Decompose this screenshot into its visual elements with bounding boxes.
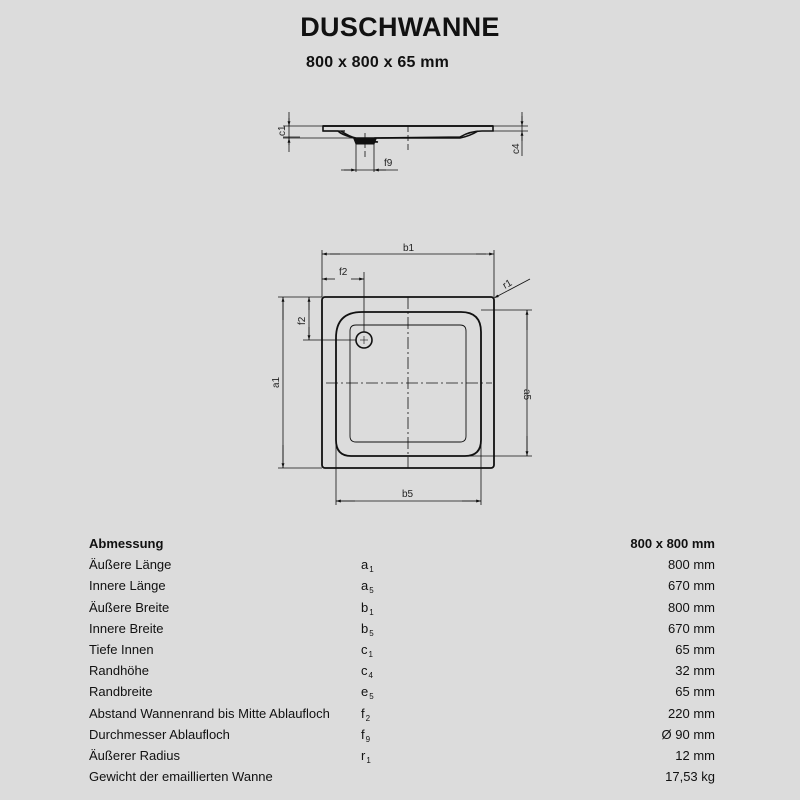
spec-label: Abstand Wannenrand bis Mitte Ablaufloch	[89, 705, 330, 721]
spec-row	[89, 660, 715, 681]
page-title: DUSCHWANNE	[300, 12, 500, 42]
spec-label: Randhöhe	[89, 663, 149, 679]
spec-row	[89, 724, 715, 745]
spec-value: 220 mm	[668, 705, 715, 721]
side-view	[283, 112, 528, 172]
dim-label-a1: a1	[271, 376, 282, 388]
spec-symbol: $f_9$	[361, 726, 371, 744]
spec-symbol: $r_1$	[361, 747, 371, 765]
dim-label-b5: b5	[402, 489, 414, 500]
spec-header-row	[89, 533, 715, 554]
spec-row	[89, 681, 715, 702]
dim-label-f2-horizontal: f2	[339, 267, 348, 278]
spec-label: Äußere Länge	[89, 557, 172, 573]
spec-value: 65 mm	[675, 684, 715, 700]
spec-row	[89, 745, 715, 766]
spec-symbol: $a_1$	[361, 557, 374, 575]
dimensions-subtitle: 800 x 800 x 65 mm	[306, 54, 450, 71]
spec-row	[89, 618, 715, 639]
spec-row	[89, 639, 715, 660]
spec-symbol: $e_5$	[361, 684, 374, 702]
spec-symbol: $b_5$	[361, 620, 374, 638]
spec-label: Durchmesser Ablaufloch	[89, 726, 230, 742]
spec-label: Innere Länge	[89, 578, 166, 594]
dim-label-b1: b1	[403, 243, 415, 254]
spec-header-label: Abmessung	[89, 536, 164, 551]
spec-value: 17,53 kg	[665, 769, 715, 785]
top-view	[278, 250, 532, 505]
dim-label-c1: c1	[277, 125, 288, 136]
spec-value: 32 mm	[675, 663, 715, 679]
spec-label: Tiefe Innen	[89, 641, 154, 657]
spec-label: Innere Breite	[89, 620, 164, 636]
spec-value: 12 mm	[675, 747, 715, 763]
spec-row	[89, 597, 715, 618]
spec-symbol	[361, 766, 362, 792]
spec-value: 65 mm	[675, 641, 715, 657]
spec-label: Äußerer Radius	[89, 747, 181, 763]
spec-value: 800 mm	[668, 599, 715, 615]
spec-row	[89, 575, 715, 596]
spec-symbol: $a_5$	[361, 578, 374, 596]
spec-value: 800 mm	[668, 557, 715, 573]
spec-value: 670 mm	[668, 620, 715, 636]
dim-label-f9: f9	[384, 158, 393, 169]
spec-symbol: $f_2$	[361, 705, 371, 723]
dim-label-a5: a5	[521, 389, 532, 401]
spec-symbol: $b_1$	[361, 599, 374, 617]
spec-row	[89, 703, 715, 724]
spec-value: Ø 90 mm	[661, 726, 715, 742]
spec-label: Gewicht der emaillierten Wanne	[89, 769, 273, 785]
spec-row	[89, 766, 715, 787]
spec-symbol: $c_4$	[361, 663, 373, 681]
spec-symbol: $c_1$	[361, 641, 373, 659]
spec-label: Äußere Breite	[89, 599, 170, 615]
spec-row	[89, 554, 715, 575]
spec-header-value: 800 x 800 mm	[630, 536, 715, 551]
dim-label-r1: r1	[501, 277, 515, 292]
spec-table	[89, 533, 715, 787]
spec-value: 670 mm	[668, 578, 715, 594]
dim-label-f2-vertical: f2	[297, 316, 308, 325]
spec-label: Randbreite	[89, 684, 153, 700]
dim-label-c4: c4	[511, 143, 522, 154]
